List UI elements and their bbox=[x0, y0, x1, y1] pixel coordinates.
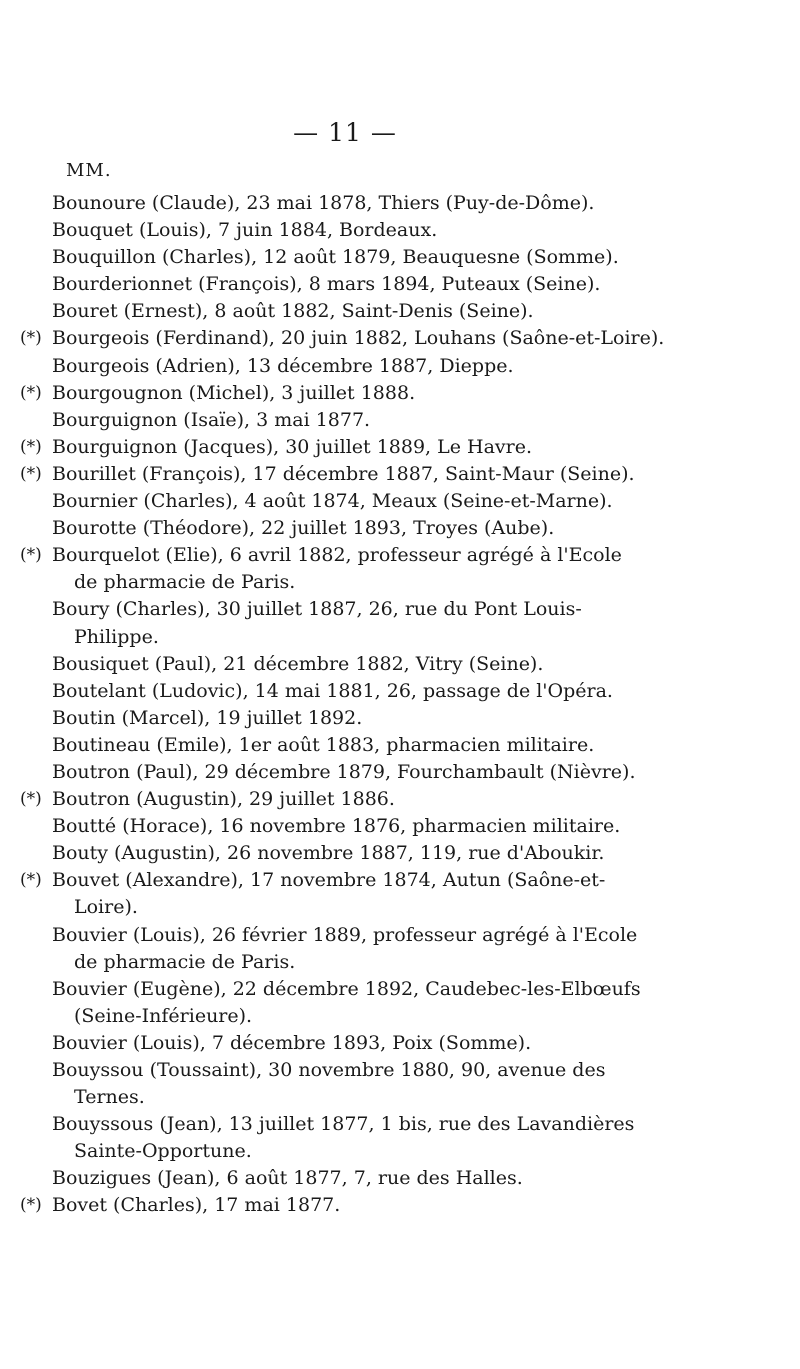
page-number: — 11 — bbox=[293, 118, 397, 147]
list-item bbox=[0, 217, 800, 244]
entry-text: Bouvier (Eugène), 22 décembre 1892, Caudebec-les-Elbœufs bbox=[52, 977, 641, 1000]
entry-text: Bouzigues (Jean), 6 août 1877, 7, rue des Halles. bbox=[52, 1167, 523, 1190]
entry-text: Bourderionnet (François), 8 mars 1894, Puteaux (Seine). bbox=[52, 273, 601, 296]
entry-text: Bourotte (Théodore), 22 juillet 1893, Troyes (Aube). bbox=[52, 517, 555, 540]
entry-text: Bourguignon (Isaïe), 3 mai 1877. bbox=[52, 408, 371, 431]
list-item bbox=[0, 1030, 800, 1057]
entry-text-continued: Ternes. bbox=[74, 1086, 145, 1109]
list-item bbox=[0, 190, 800, 217]
list-item bbox=[0, 867, 800, 921]
entry-text: Bouquillon (Charles), 12 août 1879, Beauquesne (Somme). bbox=[52, 246, 619, 269]
entry-text-continued: Loire). bbox=[74, 896, 138, 919]
entry-list bbox=[0, 190, 800, 1220]
list-item bbox=[0, 976, 800, 1030]
list-item bbox=[0, 515, 800, 542]
entry-text: Bourguignon (Jacques), 30 juillet 1889, Le Havre. bbox=[52, 435, 533, 458]
entry-text: Bourgeois (Ferdinand), 20 juin 1882, Louhans (Saône-et-Loire). bbox=[52, 327, 665, 350]
entry-text-continued: de pharmacie de Paris. bbox=[74, 950, 296, 973]
list-item bbox=[0, 759, 800, 786]
list-item bbox=[0, 298, 800, 325]
list-item bbox=[0, 353, 800, 380]
list-item bbox=[0, 488, 800, 515]
list-item bbox=[0, 461, 800, 488]
asterisk-marker: (*) bbox=[20, 1195, 42, 1216]
asterisk-marker: (*) bbox=[20, 328, 42, 349]
entry-text: Bouvet (Alexandre), 17 novembre 1874, Autun (Saône-et- bbox=[52, 869, 606, 892]
list-item bbox=[0, 813, 800, 840]
list-item bbox=[0, 596, 800, 650]
entry-text: Bounoure (Claude), 23 mai 1878, Thiers (Puy-de-Dôme). bbox=[52, 192, 595, 214]
list-item bbox=[0, 732, 800, 759]
entry-text: Boutron (Augustin), 29 juillet 1886. bbox=[52, 788, 395, 811]
entry-text: Bousiquet (Paul), 21 décembre 1882, Vitry (Seine). bbox=[52, 652, 544, 675]
list-item bbox=[0, 678, 800, 705]
entry-text: Bouyssous (Jean), 13 juillet 1877, 1 bis, rue des Lavandières bbox=[52, 1113, 635, 1136]
list-item bbox=[0, 1165, 800, 1192]
list-item bbox=[0, 1111, 800, 1165]
entry-text: Bourgougnon (Michel), 3 juillet 1888. bbox=[52, 381, 416, 404]
asterisk-marker: (*) bbox=[20, 789, 42, 810]
asterisk-marker: (*) bbox=[20, 463, 42, 484]
entry-text: Bourquelot (Elie), 6 avril 1882, professeur agrégé à l'Ecole bbox=[52, 544, 622, 567]
entry-text: Bourillet (François), 17 décembre 1887, Saint-Maur (Seine). bbox=[52, 462, 635, 485]
list-item bbox=[0, 922, 800, 976]
entry-text: Bournier (Charles), 4 août 1874, Meaux (Seine-et-Marne). bbox=[52, 490, 613, 513]
entry-text-continued: (Seine-Inférieure). bbox=[74, 1004, 253, 1027]
asterisk-marker: (*) bbox=[20, 870, 42, 891]
page-heading: MM. bbox=[66, 160, 112, 181]
entry-text: Boutin (Marcel), 19 juillet 1892. bbox=[52, 706, 363, 729]
list-item bbox=[0, 651, 800, 678]
list-item bbox=[0, 434, 800, 461]
entry-text: Boutté (Horace), 16 novembre 1876, pharmacien militaire. bbox=[52, 815, 621, 838]
entry-text-continued: Sainte-Opportune. bbox=[74, 1140, 252, 1163]
list-item bbox=[0, 244, 800, 271]
list-item bbox=[0, 1057, 800, 1111]
entry-text: Bouyssou (Toussaint), 30 novembre 1880, 90, avenue des bbox=[52, 1059, 606, 1081]
entry-text: Bouty (Augustin), 26 novembre 1887, 119, rue d'Aboukir. bbox=[52, 842, 605, 865]
asterisk-marker: (*) bbox=[20, 545, 42, 566]
entry-text: Bouret (Ernest), 8 août 1882, Saint-Denis (Seine). bbox=[52, 300, 534, 323]
entry-text-continued: Philippe. bbox=[74, 625, 159, 648]
entry-text: Boury (Charles), 30 juillet 1887, 26, rue du Pont Louis- bbox=[52, 598, 582, 621]
list-item bbox=[0, 840, 800, 867]
asterisk-marker: (*) bbox=[20, 382, 42, 403]
entry-text: Boutron (Paul), 29 décembre 1879, Fourchambault (Nièvre). bbox=[52, 760, 636, 783]
list-item bbox=[0, 325, 800, 352]
list-item bbox=[0, 1192, 800, 1219]
list-item bbox=[0, 542, 800, 596]
entry-text: Bourgeois (Adrien), 13 décembre 1887, Dieppe. bbox=[52, 354, 514, 377]
entry-text: Bouvier (Louis), 7 décembre 1893, Poix (Somme). bbox=[52, 1031, 532, 1054]
list-item bbox=[0, 407, 800, 434]
list-item bbox=[0, 786, 800, 813]
entry-text: Bovet (Charles), 17 mai 1877. bbox=[52, 1194, 341, 1217]
asterisk-marker: (*) bbox=[20, 436, 42, 457]
list-item bbox=[0, 380, 800, 407]
list-item bbox=[0, 271, 800, 298]
entry-text: Bouvier (Louis), 26 février 1889, professeur agrégé à l'Ecole bbox=[52, 923, 638, 946]
list-item bbox=[0, 705, 800, 732]
entry-text: Boutelant (Ludovic), 14 mai 1881, 26, passage de l'Opéra. bbox=[52, 679, 613, 702]
entry-text: Bouquet (Louis), 7 juin 1884, Bordeaux. bbox=[52, 219, 438, 242]
entry-text-continued: de pharmacie de Paris. bbox=[74, 571, 296, 594]
entry-text: Boutineau (Emile), 1er août 1883, pharmacien militaire. bbox=[52, 733, 595, 756]
